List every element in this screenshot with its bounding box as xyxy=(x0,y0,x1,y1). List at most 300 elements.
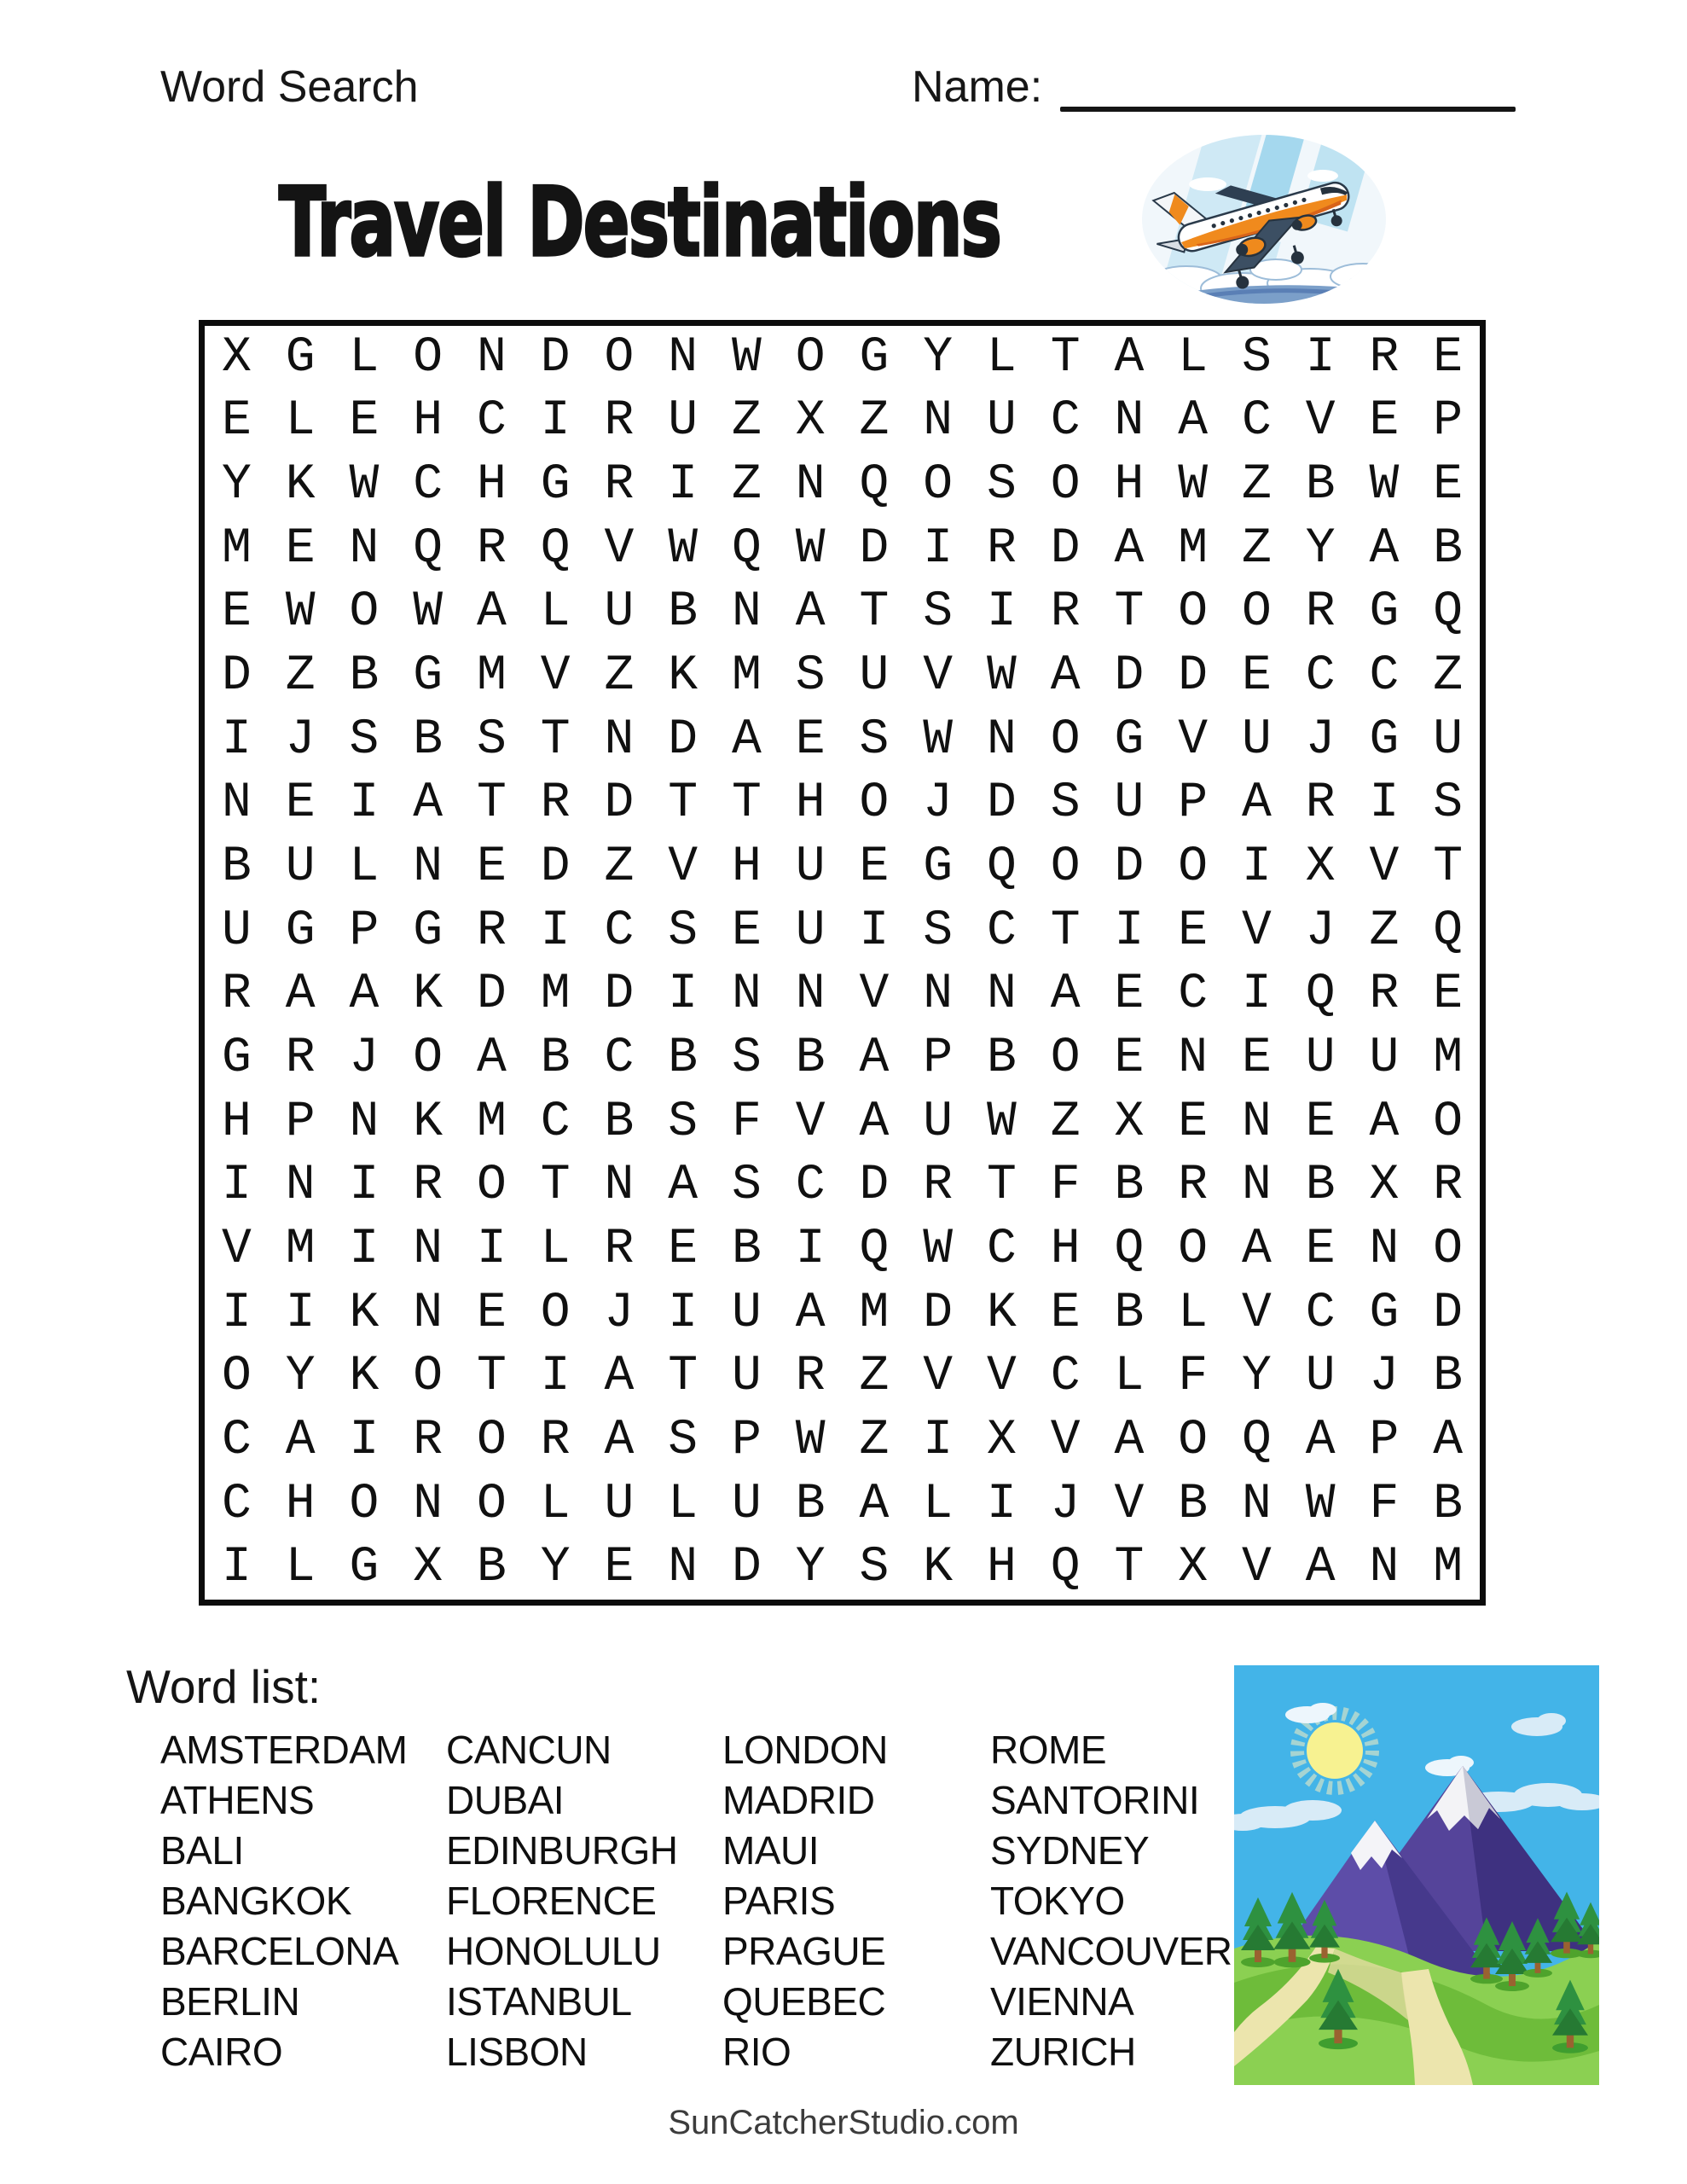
grid-cell: O xyxy=(413,329,443,386)
grid-cell: X xyxy=(413,1540,443,1596)
grid-cell: D xyxy=(540,839,571,896)
grid-cell: E xyxy=(795,712,826,768)
grid-cell: N xyxy=(604,712,635,768)
grid-cell: I xyxy=(859,903,890,959)
grid-cell: C xyxy=(413,457,443,514)
grid-cell: E xyxy=(285,520,316,577)
grid-cell: U xyxy=(795,903,826,959)
grid-cell: H xyxy=(476,457,507,514)
grid-cell: D xyxy=(859,520,890,577)
grid-cell: R xyxy=(413,1412,443,1468)
grid-cell: D xyxy=(604,967,635,1023)
grid-cell: I xyxy=(476,1221,507,1277)
grid-cell: O xyxy=(859,775,890,832)
grid-cell: R xyxy=(1305,584,1336,641)
grid-cell: N xyxy=(923,393,954,450)
word-item: EDINBURGH xyxy=(446,1828,678,1873)
grid-cell: L xyxy=(1178,1285,1209,1341)
grid-cell: O xyxy=(1178,1221,1209,1277)
grid-cell: T xyxy=(1050,329,1081,386)
grid-cell: I xyxy=(349,775,380,832)
grid-cell: B xyxy=(795,1030,826,1086)
grid-cell: Z xyxy=(285,648,316,705)
grid-cell: U xyxy=(1114,775,1145,832)
grid-cell: V xyxy=(668,839,699,896)
grid-cell: W xyxy=(668,520,699,577)
grid-cell: N xyxy=(668,329,699,386)
grid-cell: G xyxy=(285,903,316,959)
grid-cell: M xyxy=(731,648,762,705)
word-search-grid xyxy=(199,320,1486,1606)
grid-cell: U xyxy=(221,903,252,959)
grid-cell: D xyxy=(1178,648,1209,705)
grid-cell: B xyxy=(1114,1285,1145,1341)
grid-cell: I xyxy=(795,1221,826,1277)
grid-cell: N xyxy=(923,967,954,1023)
grid-cell: A xyxy=(1050,648,1081,705)
grid-cell: X xyxy=(221,329,252,386)
grid-cell: I xyxy=(285,1285,316,1341)
grid-cell: D xyxy=(731,1540,762,1596)
grid-cell: Q xyxy=(986,839,1017,896)
grid-cell: G xyxy=(221,1030,252,1086)
grid-cell: O xyxy=(221,1349,252,1405)
grid-cell: S xyxy=(859,1540,890,1596)
grid-cell: V xyxy=(1241,1540,1272,1596)
grid-cell: L xyxy=(1178,329,1209,386)
grid-cell: M xyxy=(859,1285,890,1341)
grid-cell: B xyxy=(413,712,443,768)
word-item: DUBAI xyxy=(446,1778,565,1822)
grid-cell: O xyxy=(1050,712,1081,768)
grid-cell: E xyxy=(476,1285,507,1341)
grid-cell: T xyxy=(668,775,699,832)
grid-cell: B xyxy=(1305,1158,1336,1214)
grid-cell: D xyxy=(1050,520,1081,577)
word-item: MAUI xyxy=(722,1828,819,1873)
grid-cell: P xyxy=(285,1094,316,1150)
grid-cell: F xyxy=(731,1094,762,1150)
grid-cell: R xyxy=(604,393,635,450)
grid-cell: N xyxy=(795,967,826,1023)
grid-cell: R xyxy=(1178,1158,1209,1214)
grid-cell: I xyxy=(1241,839,1272,896)
grid-cell: L xyxy=(986,329,1017,386)
grid-cell: B xyxy=(1433,1349,1464,1405)
grid-cell: S xyxy=(795,648,826,705)
grid-cell: R xyxy=(540,1412,571,1468)
grid-cell: I xyxy=(221,1540,252,1596)
grid-cell: A xyxy=(1305,1540,1336,1596)
grid-cell: B xyxy=(1178,1476,1209,1532)
word-item: SYDNEY xyxy=(990,1828,1150,1873)
grid-cell: N xyxy=(349,520,380,577)
grid-cell: I xyxy=(349,1158,380,1214)
grid-cell: U xyxy=(731,1349,762,1405)
grid-cell: B xyxy=(1305,457,1336,514)
grid-cell: E xyxy=(1305,1094,1336,1150)
grid-cell: A xyxy=(285,1412,316,1468)
grid-cell: M xyxy=(1433,1030,1464,1086)
grid-cell: R xyxy=(413,1158,443,1214)
grid-cell: X xyxy=(795,393,826,450)
grid-cell: E xyxy=(221,584,252,641)
grid-cell: P xyxy=(923,1030,954,1086)
grid-cell: B xyxy=(731,1221,762,1277)
grid-cell: A xyxy=(1369,1094,1400,1150)
grid-cell: K xyxy=(923,1540,954,1596)
grid-cell: D xyxy=(986,775,1017,832)
grid-cell: H xyxy=(285,1476,316,1532)
grid-cell: V xyxy=(923,1349,954,1405)
grid-cell: I xyxy=(1241,967,1272,1023)
word-list-column xyxy=(446,1725,678,2077)
grid-cell: J xyxy=(604,1285,635,1341)
grid-cell: E xyxy=(1114,1030,1145,1086)
word-item: ATHENS xyxy=(160,1778,315,1822)
grid-cell: N xyxy=(1369,1540,1400,1596)
grid-cell: M xyxy=(1433,1540,1464,1596)
grid-cell: N xyxy=(1369,1221,1400,1277)
grid-cell: L xyxy=(540,584,571,641)
grid-cell: Z xyxy=(859,1349,890,1405)
grid-cell: A xyxy=(731,712,762,768)
grid-cell: U xyxy=(859,648,890,705)
grid-cell: I xyxy=(668,1285,699,1341)
mountain-landscape-icon xyxy=(1234,1665,1599,2085)
grid-cell: C xyxy=(1305,1285,1336,1341)
word-item: BERLIN xyxy=(160,1979,300,2024)
grid-cell: T xyxy=(859,584,890,641)
grid-cell: A xyxy=(859,1094,890,1150)
grid-cell: Y xyxy=(540,1540,571,1596)
grid-cell: A xyxy=(349,967,380,1023)
grid-cell: P xyxy=(1369,1412,1400,1468)
grid-cell: P xyxy=(1433,393,1464,450)
grid-cell: X xyxy=(1305,839,1336,896)
grid-cell: C xyxy=(221,1412,252,1468)
grid-cell: V xyxy=(221,1221,252,1277)
grid-cell: R xyxy=(1433,1158,1464,1214)
grid-cell: U xyxy=(731,1476,762,1532)
grid-cell: C xyxy=(604,1030,635,1086)
grid-cell: A xyxy=(1433,1412,1464,1468)
grid-cell: E xyxy=(731,903,762,959)
word-item: FLORENCE xyxy=(446,1879,657,1923)
grid-cell: K xyxy=(668,648,699,705)
grid-cell: J xyxy=(349,1030,380,1086)
word-item: RIO xyxy=(722,2030,791,2074)
word-item: HONOLULU xyxy=(446,1929,661,1973)
sheet-type-label: Word Search xyxy=(160,62,419,112)
grid-cell: J xyxy=(285,712,316,768)
grid-cell: J xyxy=(923,775,954,832)
grid-cell: W xyxy=(923,712,954,768)
grid-cell: I xyxy=(221,1158,252,1214)
grid-cell: B xyxy=(986,1030,1017,1086)
grid-cell: U xyxy=(668,393,699,450)
grid-cell: L xyxy=(923,1476,954,1532)
grid-cell: R xyxy=(540,775,571,832)
grid-cell: A xyxy=(1369,520,1400,577)
grid-cell: Z xyxy=(1241,457,1272,514)
grid-cell: S xyxy=(476,712,507,768)
grid-cell: E xyxy=(1433,457,1464,514)
grid-cell: N xyxy=(668,1540,699,1596)
grid-cell: H xyxy=(413,393,443,450)
grid-cell: O xyxy=(1178,1412,1209,1468)
grid-cell: N xyxy=(1241,1158,1272,1214)
grid-cell: A xyxy=(1241,775,1272,832)
grid-cell: E xyxy=(1241,648,1272,705)
grid-cell: C xyxy=(1178,967,1209,1023)
grid-cell: I xyxy=(221,712,252,768)
word-item: AMSTERDAM xyxy=(160,1728,408,1772)
grid-cell: E xyxy=(349,393,380,450)
grid-cell: U xyxy=(923,1094,954,1150)
word-item: TOKYO xyxy=(990,1879,1125,1923)
grid-cell: B xyxy=(668,584,699,641)
grid-cell: B xyxy=(476,1540,507,1596)
grid-cell: L xyxy=(1114,1349,1145,1405)
puzzle-title: Travel Destinations xyxy=(279,167,1001,278)
grid-cell: S xyxy=(668,1094,699,1150)
grid-cell: C xyxy=(1369,648,1400,705)
grid-cell: F xyxy=(1178,1349,1209,1405)
grid-cell: A xyxy=(285,967,316,1023)
grid-cell: Q xyxy=(859,1221,890,1277)
grid-cell: C xyxy=(1050,393,1081,450)
grid-cell: U xyxy=(1433,712,1464,768)
grid-cell: A xyxy=(859,1476,890,1532)
grid-cell: O xyxy=(1050,1030,1081,1086)
grid-cell: J xyxy=(1369,1349,1400,1405)
grid-cell: S xyxy=(1241,329,1272,386)
grid-cell: A xyxy=(604,1349,635,1405)
grid-cell: A xyxy=(1114,329,1145,386)
grid-cell: S xyxy=(1433,775,1464,832)
grid-cell: E xyxy=(221,393,252,450)
grid-cell: D xyxy=(859,1158,890,1214)
word-list-heading: Word list: xyxy=(126,1660,322,1713)
grid-cell: C xyxy=(1305,648,1336,705)
grid-cell: W xyxy=(413,584,443,641)
grid-cell: C xyxy=(476,393,507,450)
grid-cell: P xyxy=(1178,775,1209,832)
grid-cell: S xyxy=(923,903,954,959)
word-item: PRAGUE xyxy=(722,1929,886,1973)
grid-cell: I xyxy=(349,1221,380,1277)
grid-cell: Q xyxy=(1305,967,1336,1023)
grid-cell: N xyxy=(413,1221,443,1277)
grid-cell: E xyxy=(1178,1094,1209,1150)
grid-cell: D xyxy=(476,967,507,1023)
grid-cell: L xyxy=(285,1540,316,1596)
grid-cell: U xyxy=(986,393,1017,450)
grid-cell: O xyxy=(349,584,380,641)
grid-cell: E xyxy=(1241,1030,1272,1086)
grid-cell: K xyxy=(349,1349,380,1405)
grid-cell: O xyxy=(349,1476,380,1532)
grid-cell: V xyxy=(1305,393,1336,450)
grid-cell: M xyxy=(285,1221,316,1277)
word-item: SANTORINI xyxy=(990,1778,1200,1822)
word-item: CAIRO xyxy=(160,2030,283,2074)
grid-cell: R xyxy=(604,1221,635,1277)
grid-cell: A xyxy=(476,584,507,641)
grid-cell: R xyxy=(986,520,1017,577)
grid-cell: N xyxy=(1241,1094,1272,1150)
grid-cell: O xyxy=(476,1158,507,1214)
grid-cell: R xyxy=(604,457,635,514)
grid-cell: N xyxy=(413,1476,443,1532)
grid-cell: Y xyxy=(1241,1349,1272,1405)
grid-cell: U xyxy=(1305,1030,1336,1086)
name-label: Name: xyxy=(912,62,1043,112)
grid-cell: R xyxy=(476,903,507,959)
grid-cell: I xyxy=(540,1349,571,1405)
grid-cell: O xyxy=(1050,457,1081,514)
word-item: VIENNA xyxy=(990,1979,1134,2024)
grid-cell: C xyxy=(540,1094,571,1150)
grid-cell: M xyxy=(1178,520,1209,577)
grid-cell: G xyxy=(540,457,571,514)
grid-cell: Z xyxy=(731,457,762,514)
grid-cell: B xyxy=(540,1030,571,1086)
grid-cell: W xyxy=(285,584,316,641)
grid-cell: Y xyxy=(285,1349,316,1405)
grid-cell: O xyxy=(1433,1221,1464,1277)
grid-cell: C xyxy=(795,1158,826,1214)
grid-cell: K xyxy=(413,967,443,1023)
grid-cell: P xyxy=(731,1412,762,1468)
grid-cell: W xyxy=(1369,457,1400,514)
grid-cell: U xyxy=(1305,1349,1336,1405)
grid-cell: O xyxy=(413,1030,443,1086)
grid-cell: U xyxy=(285,839,316,896)
grid-cell: Z xyxy=(859,1412,890,1468)
word-item: CANCUN xyxy=(446,1728,612,1772)
grid-cell: D xyxy=(604,775,635,832)
grid-cell: U xyxy=(604,1476,635,1532)
grid-cell: D xyxy=(540,329,571,386)
grid-cell: A xyxy=(795,1285,826,1341)
grid-cell: S xyxy=(668,903,699,959)
word-item: MADRID xyxy=(722,1778,875,1822)
grid-cell: Q xyxy=(540,520,571,577)
airplane-icon xyxy=(1139,133,1388,305)
grid-cell: Z xyxy=(1369,903,1400,959)
grid-cell: O xyxy=(1241,584,1272,641)
grid-cell: O xyxy=(604,329,635,386)
grid-cell: O xyxy=(923,457,954,514)
grid-cell: F xyxy=(1369,1476,1400,1532)
grid-cell: S xyxy=(1050,775,1081,832)
grid-cell: C xyxy=(1241,393,1272,450)
grid-cell: M xyxy=(476,648,507,705)
grid-cell: O xyxy=(1433,1094,1464,1150)
grid-cell: M xyxy=(221,520,252,577)
grid-cell: G xyxy=(413,648,443,705)
grid-cell: V xyxy=(1241,1285,1272,1341)
grid-cell: N xyxy=(1178,1030,1209,1086)
grid-cell: D xyxy=(221,648,252,705)
grid-cell: X xyxy=(1114,1094,1145,1150)
grid-cell: R xyxy=(1050,584,1081,641)
grid-cell: V xyxy=(1178,712,1209,768)
grid-cell: L xyxy=(285,393,316,450)
grid-cell: W xyxy=(795,1412,826,1468)
grid-cell: I xyxy=(668,967,699,1023)
grid-cell: N xyxy=(1241,1476,1272,1532)
grid-cell: J xyxy=(1305,903,1336,959)
grid-cell: M xyxy=(540,967,571,1023)
grid-cell: G xyxy=(1369,712,1400,768)
grid-cell: G xyxy=(1369,1285,1400,1341)
grid-cell: V xyxy=(1050,1412,1081,1468)
grid-cell: I xyxy=(923,520,954,577)
grid-cell: T xyxy=(1114,584,1145,641)
grid-cell: B xyxy=(349,648,380,705)
word-item: ROME xyxy=(990,1728,1106,1772)
grid-cell: I xyxy=(349,1412,380,1468)
grid-cell: A xyxy=(1114,1412,1145,1468)
grid-cell: H xyxy=(1050,1221,1081,1277)
grid-cell: V xyxy=(795,1094,826,1150)
grid-cell: R xyxy=(476,520,507,577)
grid-cell: N xyxy=(285,1158,316,1214)
grid-cell: A xyxy=(795,584,826,641)
grid-cell: G xyxy=(859,329,890,386)
grid-cell: D xyxy=(1114,839,1145,896)
grid-cell: I xyxy=(986,1476,1017,1532)
grid-cell: O xyxy=(540,1285,571,1341)
grid-cell: E xyxy=(476,839,507,896)
grid-cell: I xyxy=(540,903,571,959)
grid-cell: A xyxy=(1114,520,1145,577)
grid-cell: W xyxy=(1305,1476,1336,1532)
grid-cell: Q xyxy=(1241,1412,1272,1468)
grid-cell: Q xyxy=(413,520,443,577)
grid-cell: W xyxy=(986,1094,1017,1150)
grid-cell: X xyxy=(1178,1540,1209,1596)
grid-cell: S xyxy=(731,1030,762,1086)
grid-cell: R xyxy=(1369,329,1400,386)
grid-cell: W xyxy=(731,329,762,386)
grid-cell: V xyxy=(540,648,571,705)
grid-cell: E xyxy=(1305,1221,1336,1277)
grid-cell: L xyxy=(540,1476,571,1532)
grid-cell: C xyxy=(986,1221,1017,1277)
grid-cell: G xyxy=(1114,712,1145,768)
grid-cell: N xyxy=(986,712,1017,768)
grid-cell: C xyxy=(1050,1349,1081,1405)
word-item: BALI xyxy=(160,1828,244,1873)
grid-cell: Q xyxy=(731,520,762,577)
grid-cell: E xyxy=(1433,329,1464,386)
grid-cell: T xyxy=(668,1349,699,1405)
grid-cell: V xyxy=(986,1349,1017,1405)
footer-credit: SunCatcherStudio.com xyxy=(668,2104,1019,2141)
grid-cell: T xyxy=(1433,839,1464,896)
grid-cell: B xyxy=(604,1094,635,1150)
grid-cell: H xyxy=(1114,457,1145,514)
grid-cell: A xyxy=(1241,1221,1272,1277)
grid-cell: A xyxy=(668,1158,699,1214)
grid-cell: N xyxy=(1114,393,1145,450)
grid-cell: O xyxy=(476,1412,507,1468)
grid-cell: W xyxy=(1178,457,1209,514)
